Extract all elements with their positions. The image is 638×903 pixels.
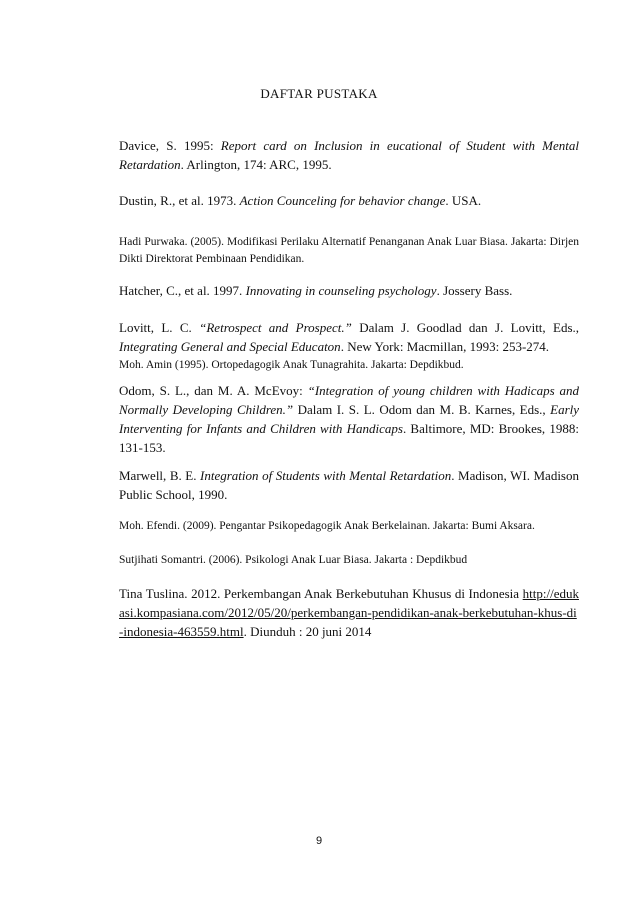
reference-sutjihati — [119, 552, 579, 569]
reference-url-link[interactable]: http://edukasi.kompasiana.com/2012/05/20/perkembangan-pendidikan-anak-berkebutuhan-khus-di-indonesia-463559.html — [119, 586, 579, 639]
reference-publisher: . Arlington, 174: ARC, 1995. — [180, 157, 332, 172]
reference-text: Sutjihati Somantri. (2006). Psikologi Anak Luar Biasa. Jakarta : Depdikbud — [119, 554, 468, 566]
reference-dustin — [119, 191, 579, 210]
reference-efendi — [119, 518, 579, 535]
reference-text: Moh. Amin (1995). Ortopedagogik Anak Tunagrahita. Jakarta: Depdikbud. — [119, 359, 464, 371]
reference-title: Integrating General and Special Educaton — [119, 339, 341, 354]
reference-editors: Dalam J. Goodlad dan J. Lovitt, Eds., — [351, 320, 580, 335]
reference-access-date: . Diunduh : 20 juni 2014 — [243, 624, 372, 639]
reference-title: Action Counceling for behavior change — [239, 193, 446, 208]
reference-author: Dustin, R., et al. 1973. — [119, 193, 240, 208]
reference-title: Innovating in counseling psychology — [245, 283, 437, 298]
reference-publisher: . Jossery Bass. — [436, 283, 513, 298]
reference-davice — [119, 136, 579, 174]
reference-tina — [119, 584, 579, 641]
reference-odom — [119, 381, 579, 457]
reference-editors: Dalam I. S. L. Odom dan M. B. Karnes, Eds., — [293, 402, 551, 417]
reference-marwell — [119, 466, 579, 504]
reference-title: Early Interventing for Infants and Children with Handicaps — [119, 402, 580, 436]
reference-publisher: . New York: Macmillan, 1993: 253-274. — [340, 339, 550, 354]
reference-text: Hadi Purwaka. (2005). Modifikasi Perilaku Alternatif Penanganan Anak Luar Biasa. Jakarta: Dirjen Dikti Direktorat Pembinaan Pendidikan. — [119, 236, 579, 265]
reference-author: Tina Tuslina. 2012. Perkembangan Anak Berkebutuhan Khusus di Indonesia — [119, 586, 523, 601]
page-title: DAFTAR PUSTAKA — [260, 86, 378, 101]
reference-author: Odom, S. L., dan M. A. McEvoy: — [119, 383, 308, 398]
reference-text: Moh. Efendi. (2009). Pengantar Psikopedagogik Anak Berkelainan. Jakarta: Bumi Aksara. — [119, 520, 535, 532]
reference-hadi — [119, 234, 579, 268]
reference-hatcher — [119, 281, 579, 300]
reference-publisher: . Baltimore, MD: Brookes, 1988: 131-153. — [119, 421, 579, 455]
reference-author: Davice, S. 1995: — [119, 138, 221, 153]
reference-author: Lovitt, L. C. — [119, 320, 200, 335]
reference-lovitt — [119, 318, 579, 356]
reference-quote: “Retrospect and Prospect.” — [199, 320, 352, 335]
reference-quote: “Integration of young children with Hadicaps and Normally Developing Children.” — [119, 383, 579, 417]
reference-author: Marwell, B. E. — [119, 468, 201, 483]
reference-title: Report card on Inclusion in eucational of Student with Mental Retardation — [119, 138, 580, 172]
page-number: 9 — [315, 835, 323, 847]
reference-publisher: . USA. — [445, 193, 482, 208]
reference-amin — [119, 357, 579, 374]
reference-title: Integration of Students with Mental Retardation — [200, 468, 452, 483]
reference-publisher: . Madison, WI. Madison Public School, 1990. — [119, 468, 579, 502]
reference-author: Hatcher, C., et al. 1997. — [119, 283, 246, 298]
